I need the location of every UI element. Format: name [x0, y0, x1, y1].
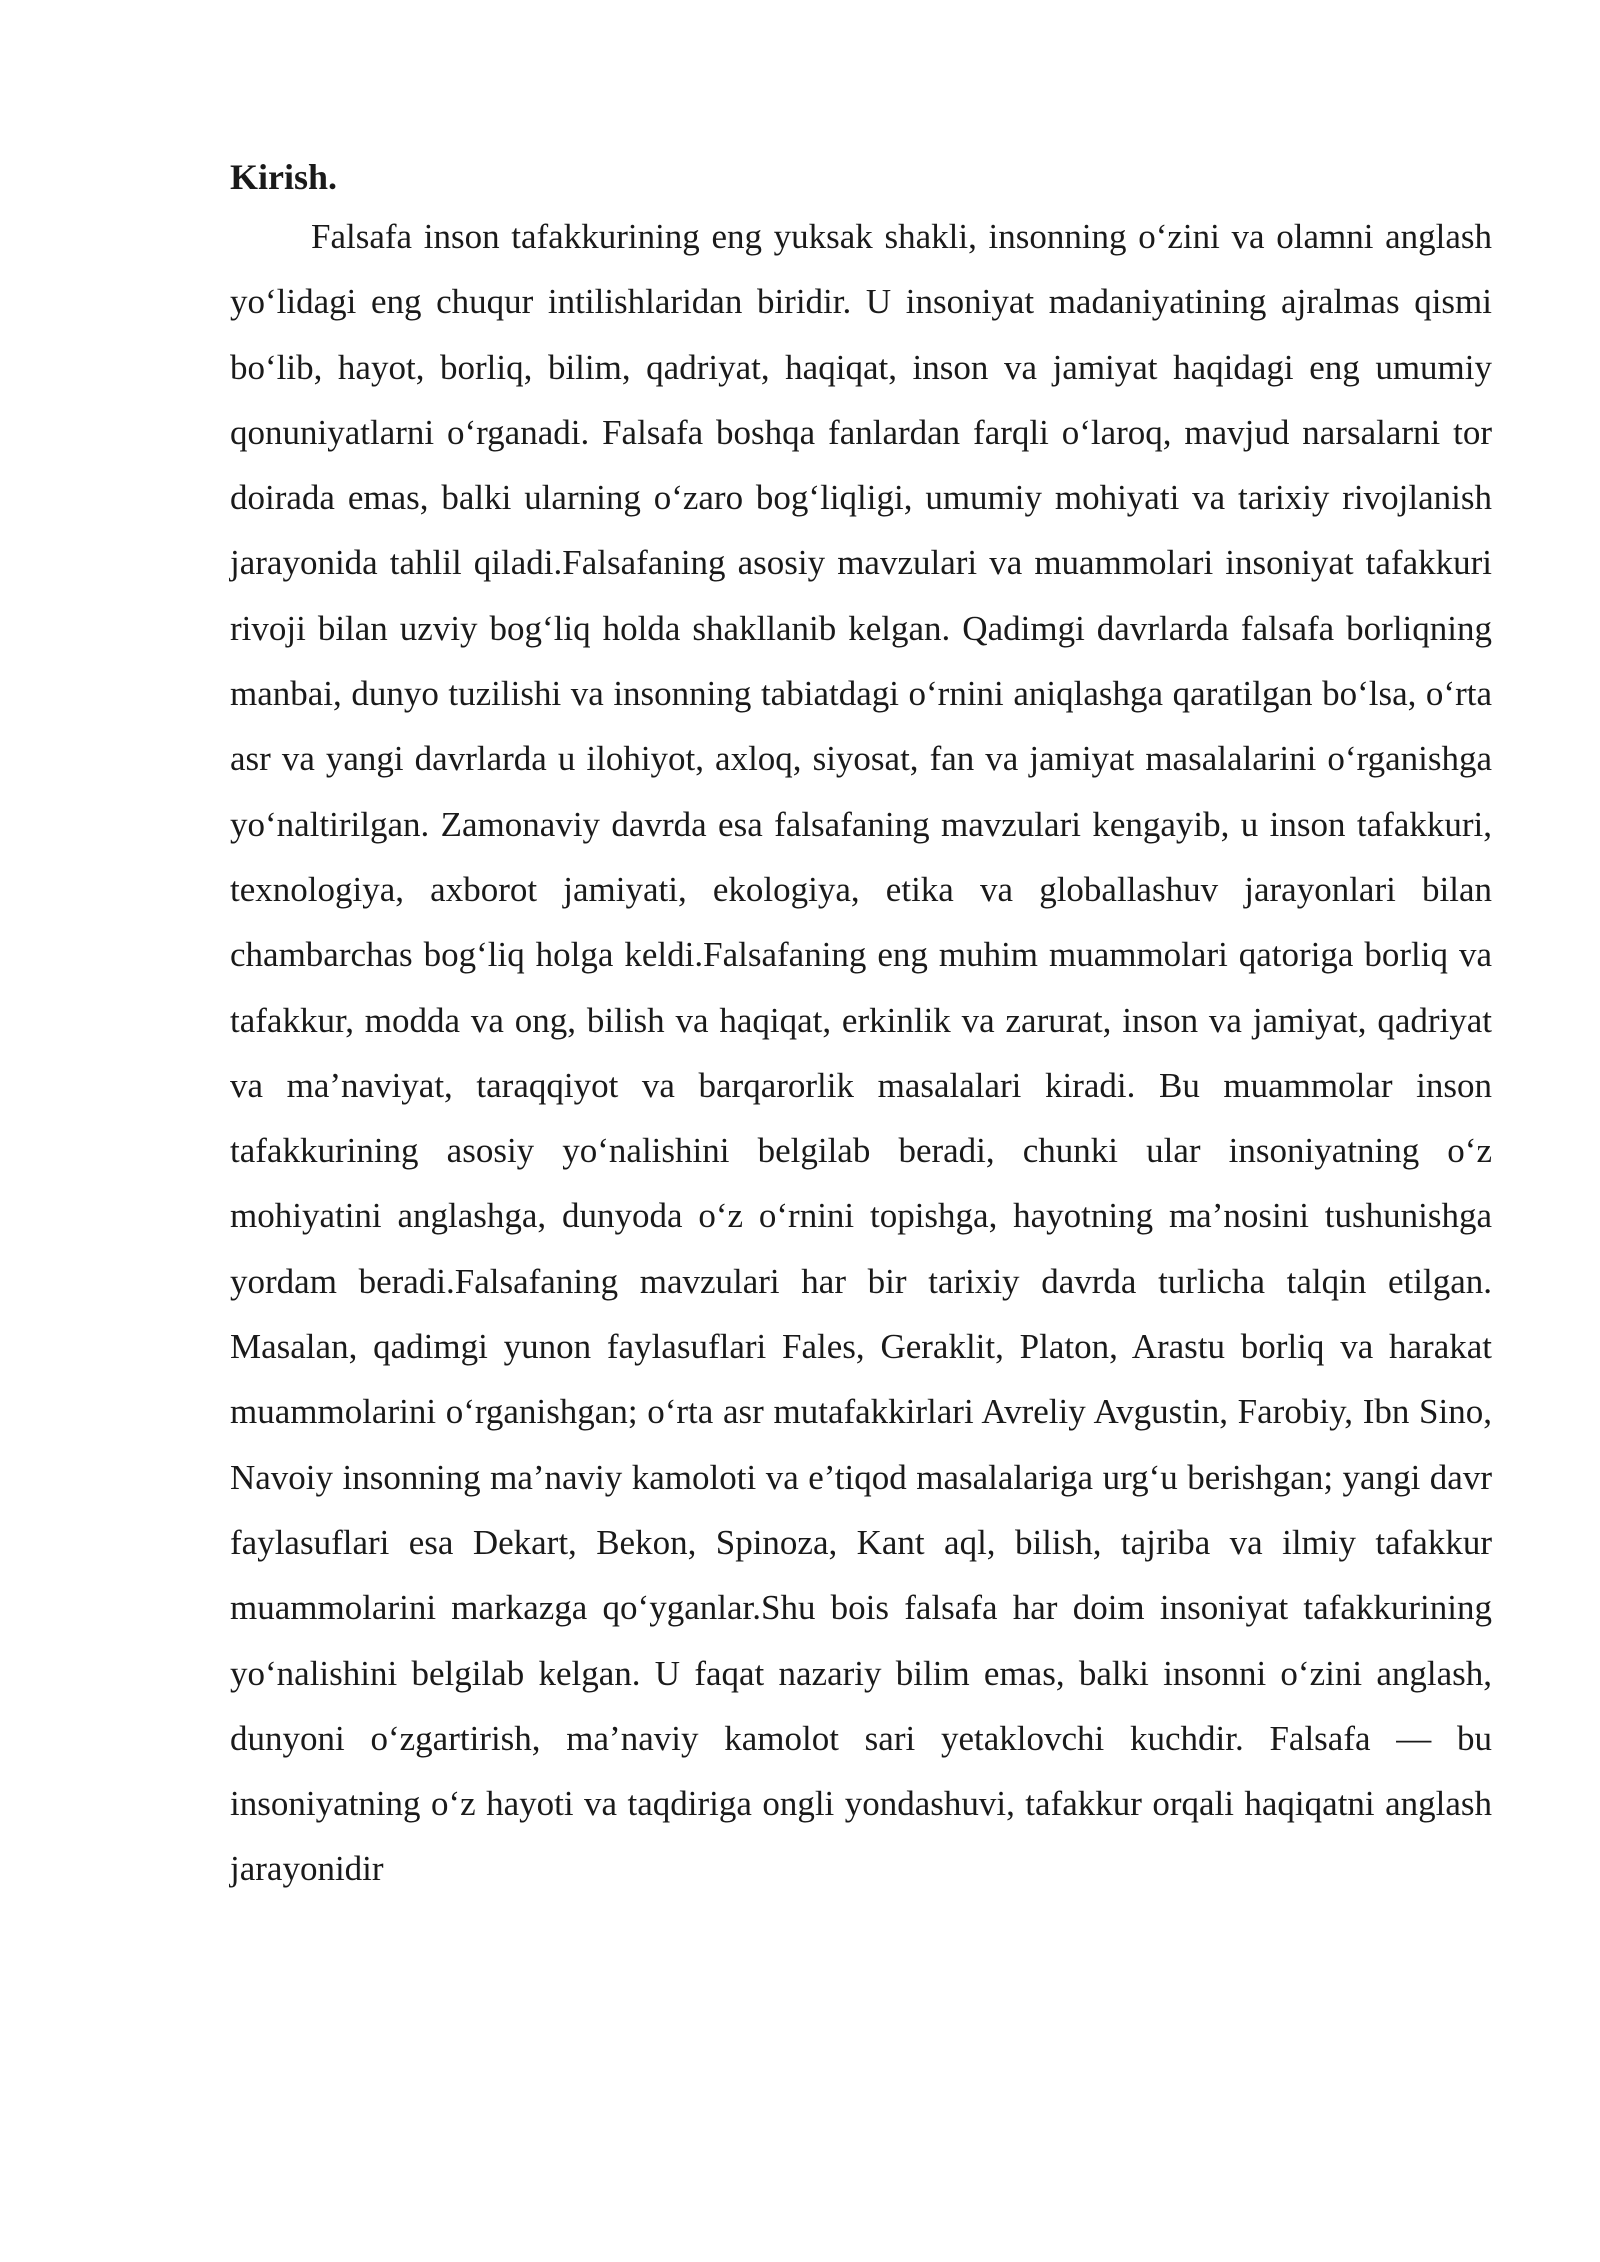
section-heading: Kirish. — [230, 157, 338, 197]
body-paragraph: Falsafa inson tafakkurining eng yuksak shakli, insonning o‘zini va olamni anglash yo‘lidagi eng chuqur intilishlaridan biridir. U insoniyat madaniyatining ajralmas qismi bo‘lib, hayot, borliq, bilim, qadriyat, haqiqat, inson va jamiyat haqidagi eng umumiy qonuniyatlarni o‘rganadi. Falsafa boshqa fanlardan farqli o‘laroq, mavjud narsalarni tor doirada emas, balki ularning o‘zaro bog‘liqligi, umumiy mohiyati va tarixiy rivojlanish jarayonida tahlil qiladi.Falsafaning asosiy mavzulari va muammolari insoniyat tafakkuri rivoji bilan uzviy bog‘liq holda shakllanib kelgan. Qadimgi davrlarda falsafa borliqning manbai, dunyo tuzilishi va insonning tabiatdagi o‘rnini aniqlashga qaratilgan bo‘lsa, o‘rta asr va yangi davrlarda u ilohiyot, axloq, siyosat, fan va jamiyat masalalarini o‘rganishga yo‘naltirilgan. Zamonaviy davrda esa falsafaning mavzulari kengayib, u inson tafakkuri, texnologiya, axborot jamiyati, ekologiya, etika va globallashuv jarayonlari bilan chambarchas bog‘liq holga keldi.Falsafaning eng muhim muammolari qatoriga borliq va tafakkur, modda va ong, bilish va haqiqat, erkinlik va zarurat, inson va jamiyat, qadriyat va ma’naviyat, taraqqiyot va barqarorlik masalalari kiradi. Bu muammolar inson tafakkurining asosiy yo‘nalishini belgilab beradi, chunki ular insoniyatning o‘z mohiyatini anglashga, dunyoda o‘z o‘rnini topishga, hayotning ma’nosini tushunishga yordam beradi.Falsafaning mavzulari har bir tarixiy davrda turlicha talqin etilgan. Masalan, qadimgi yunon faylasuflari Fales, Geraklit, Platon, Arastu borliq va harakat muammolarini o‘rganishgan; o‘rta asr mutafakkirlari Avreliy Avgustin, Farobiy, Ibn Sino, Navoiy insonning ma’naviy kamoloti va e’tiqod masalalariga urg‘u berishgan; yangi davr faylasuflari esa Dekart, Bekon, Spinoza, Kant aql, bilish, tajriba va ilmiy tafakkur muammolarini markazga qo‘yganlar.Shu bois falsafa har doim insoniyat tafakkurining yo‘nalishini belgilab kelgan. U faqat nazariy bilim emas, balki insonni o‘zini anglash, dunyoni o‘zgartirish, ma’naviy kamolot sari yetaklovchi kuchdir. Falsafa — bu insoniyatning o‘z hayoti va taqdiriga ongli yondashuvi, tafakkur orqali haqiqatni anglash jarayonidir — [230, 217, 1492, 1889]
document-content — [230, 150, 1492, 1902]
